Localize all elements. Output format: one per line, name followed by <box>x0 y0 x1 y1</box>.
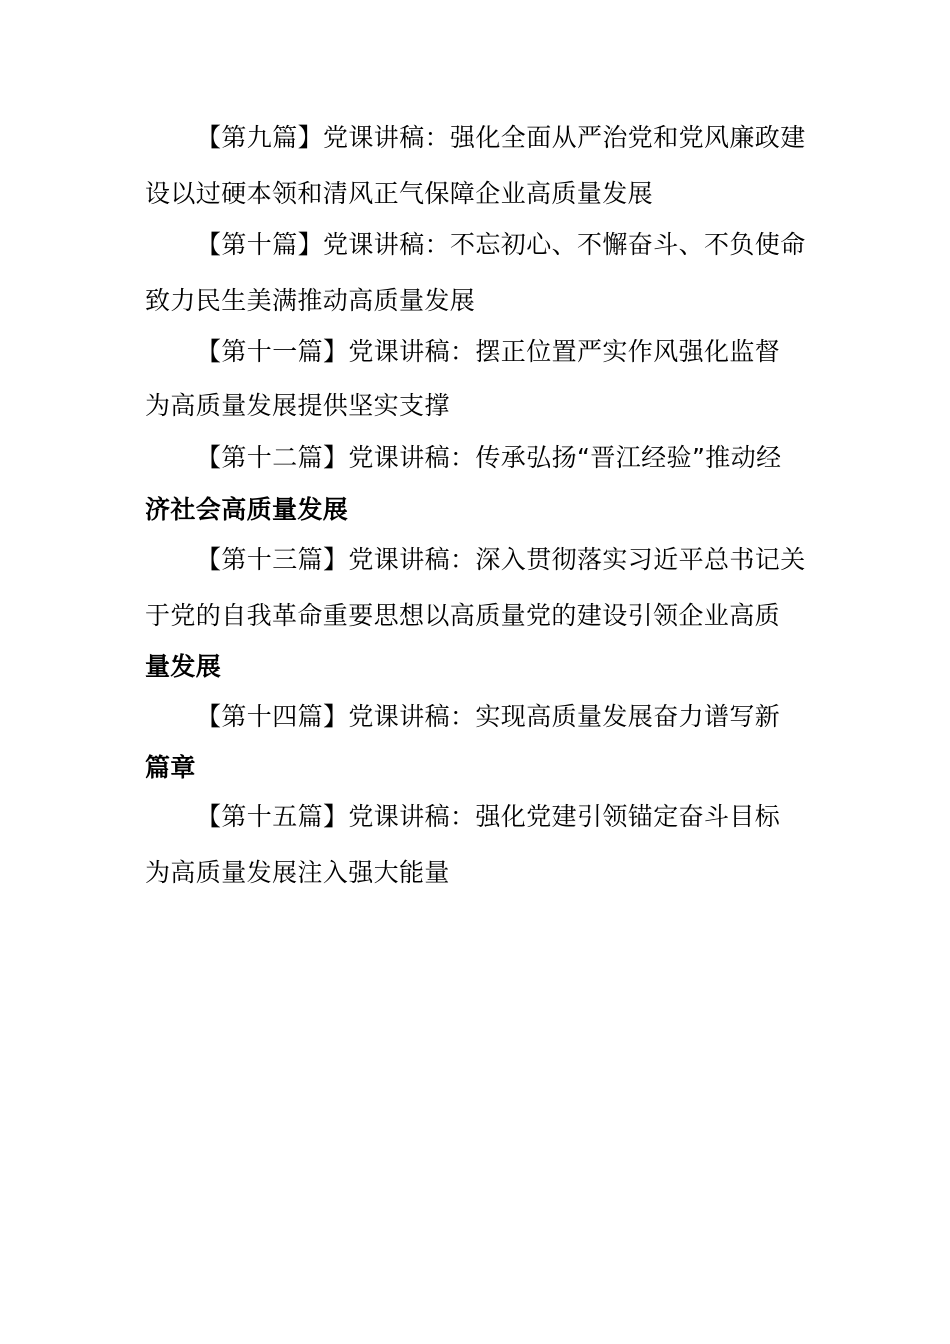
entry-11-line-1: 【第十一篇】党课讲稿：摆正位置严实作风强化监督 <box>196 337 781 366</box>
entry-13-line-1: 【第十三篇】党课讲稿：深入贯彻落实习近平总书记关 <box>196 545 806 574</box>
entry-10-line-1: 【第十篇】党课讲稿：不忘初心、不懈奋斗、不负使命 <box>196 230 806 259</box>
entry-13-line-3: 量发展 <box>145 652 222 681</box>
entry-14-line-1: 【第十四篇】党课讲稿：实现高质量发展奋力谱写新 <box>196 702 781 731</box>
entry-11-line-2: 为高质量发展提供坚实支撑 <box>145 391 450 420</box>
entry-15-line-2: 为高质量发展注入强大能量 <box>145 858 450 887</box>
entry-12-line-1: 【第十二篇】党课讲稿：传承弘扬“晋江经验”推动经 <box>196 443 782 472</box>
entry-12-line-2: 济社会高质量发展 <box>145 495 349 524</box>
entry-13-line-2: 于党的自我革命重要思想以高质量党的建设引领企业高质 <box>145 601 781 630</box>
entry-14-line-2: 篇章 <box>145 753 196 782</box>
entry-15-line-1: 【第十五篇】党课讲稿：强化党建引领锚定奋斗目标 <box>196 802 781 831</box>
entry-10-line-2: 致力民生美满推动高质量发展 <box>145 286 476 315</box>
entry-9-line-2: 设以过硬本领和清风正气保障企业高质量发展 <box>145 179 654 208</box>
entry-9-line-1: 【第九篇】党课讲稿：强化全面从严治党和党风廉政建 <box>196 123 806 152</box>
